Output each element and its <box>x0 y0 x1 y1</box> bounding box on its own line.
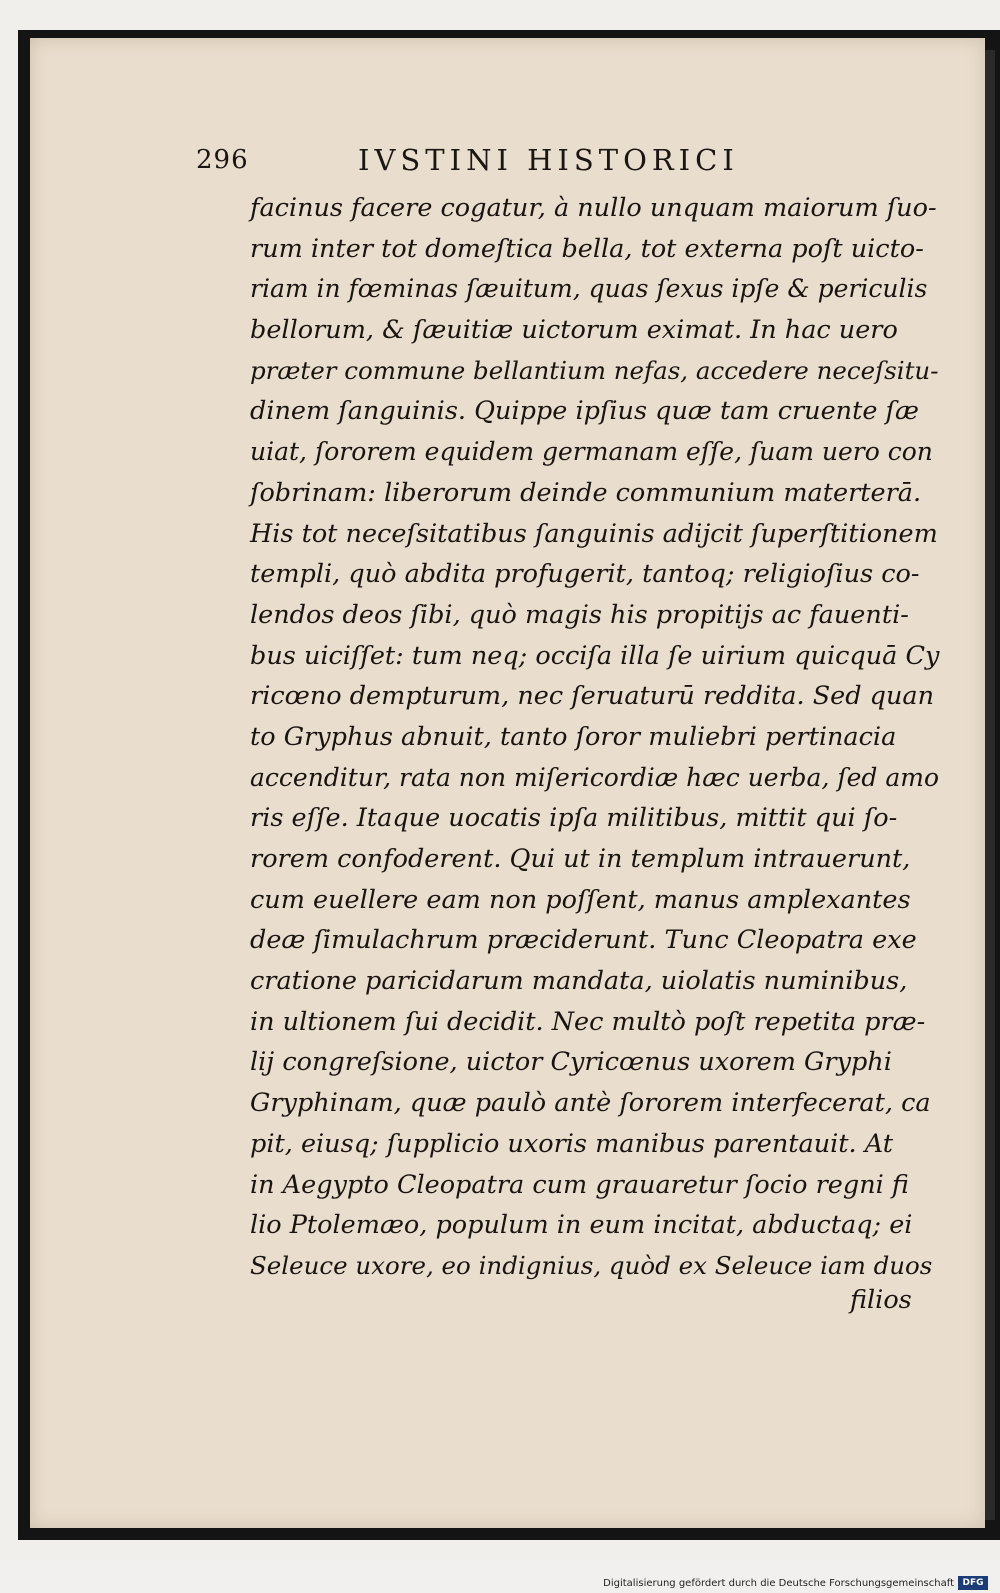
page-header <box>196 143 836 183</box>
text-line: accenditur, rata non miſericordiæ hæc uerba, ſed amo <box>250 762 940 792</box>
text-line: lendos deos ſibi, quò magis his propitijs ac fauenti- <box>250 599 909 630</box>
text-line: in Aegypto Cleopatra cum grauaretur ſocio regni fi <box>250 1169 909 1200</box>
text-line: dinem ſanguinis. Quippe ipſius quæ tam cruente ſæ <box>250 396 919 427</box>
text-line: His tot neceſsitatibus ſanguinis adijcit ſuperſtitionem <box>250 518 938 549</box>
text-line: to Gryphus abnuit, tanto ſoror muliebri pertinacia <box>250 721 897 752</box>
text-line: lij congreſsione, uictor Cyricœnus uxorem Gryphi <box>250 1047 892 1078</box>
text-line: in ultionem ſui decidit. Nec multò poſt repetita præ- <box>250 1006 926 1037</box>
page-number: 296 <box>196 145 249 175</box>
text-line: Seleuce uxore, eo indignius, quòd ex Seleuce iam duos <box>250 1250 933 1280</box>
catchword: filios <box>850 1285 912 1315</box>
text-line: pit, eiusq; ſupplicio uxoris manibus parentauit. At <box>250 1128 893 1159</box>
text-line: ſobrinam: liberorum deinde communium materterā. <box>250 477 922 508</box>
text-line: bus uiciſſet: tum neq; occiſa illa ſe uirium quicquā Cy <box>250 640 940 671</box>
text-line: facinus facere cogatur, à nullo unquam maiorum ſuo- <box>250 193 937 223</box>
text-line: cum euellere eam non poſſent, manus amplexantes <box>250 884 911 915</box>
dfg-logo: DFG <box>958 1576 988 1590</box>
text-line: bellorum, & ſæuitiæ uictorum eximat. In hac uero <box>250 315 898 346</box>
text-line: Gryphinam, quæ paulò antè ſororem interfecerat, ca <box>250 1088 931 1119</box>
text-line: præter commune bellantium nefas, accedere neceſsitu- <box>250 355 939 385</box>
text-line: riam in fœminas ſæuitum, quas ſexus ipſe & periculis <box>250 274 928 304</box>
text-line: ris eſſe. Itaque uocatis ipſa militibus, mittit qui ſo- <box>250 803 898 834</box>
text-line: deæ ſimulachrum præciderunt. Tunc Cleopatra exe <box>250 925 917 956</box>
funding-credit: Digitalisierung gefördert durch die Deutsche Forschungsgemeinschaft <box>603 1578 954 1589</box>
text-line: uiat, ſororem equidem germanam eſſe, ſuam uero con <box>250 437 933 467</box>
running-head: IVSTINI HISTORICI <box>358 143 739 177</box>
text-line: rorem confoderent. Qui ut in templum intrauerunt, <box>250 844 911 874</box>
text-line: cratione paricidarum mandata, uiolatis numinibus, <box>250 966 908 997</box>
body-text <box>250 188 940 1287</box>
page-edge <box>985 50 995 1520</box>
text-line: ricœno dempturum, nec ſeruaturū reddita. Sed quan <box>250 681 935 712</box>
text-line: rum inter tot domeſtica bella, tot externa poſt uicto- <box>250 233 924 264</box>
text-line: lio Ptolemæo, populum in eum incitat, abductaq; ei <box>250 1210 913 1241</box>
text-line: templi, quò abdita profugerit, tantoq; religioſius co- <box>250 559 920 590</box>
